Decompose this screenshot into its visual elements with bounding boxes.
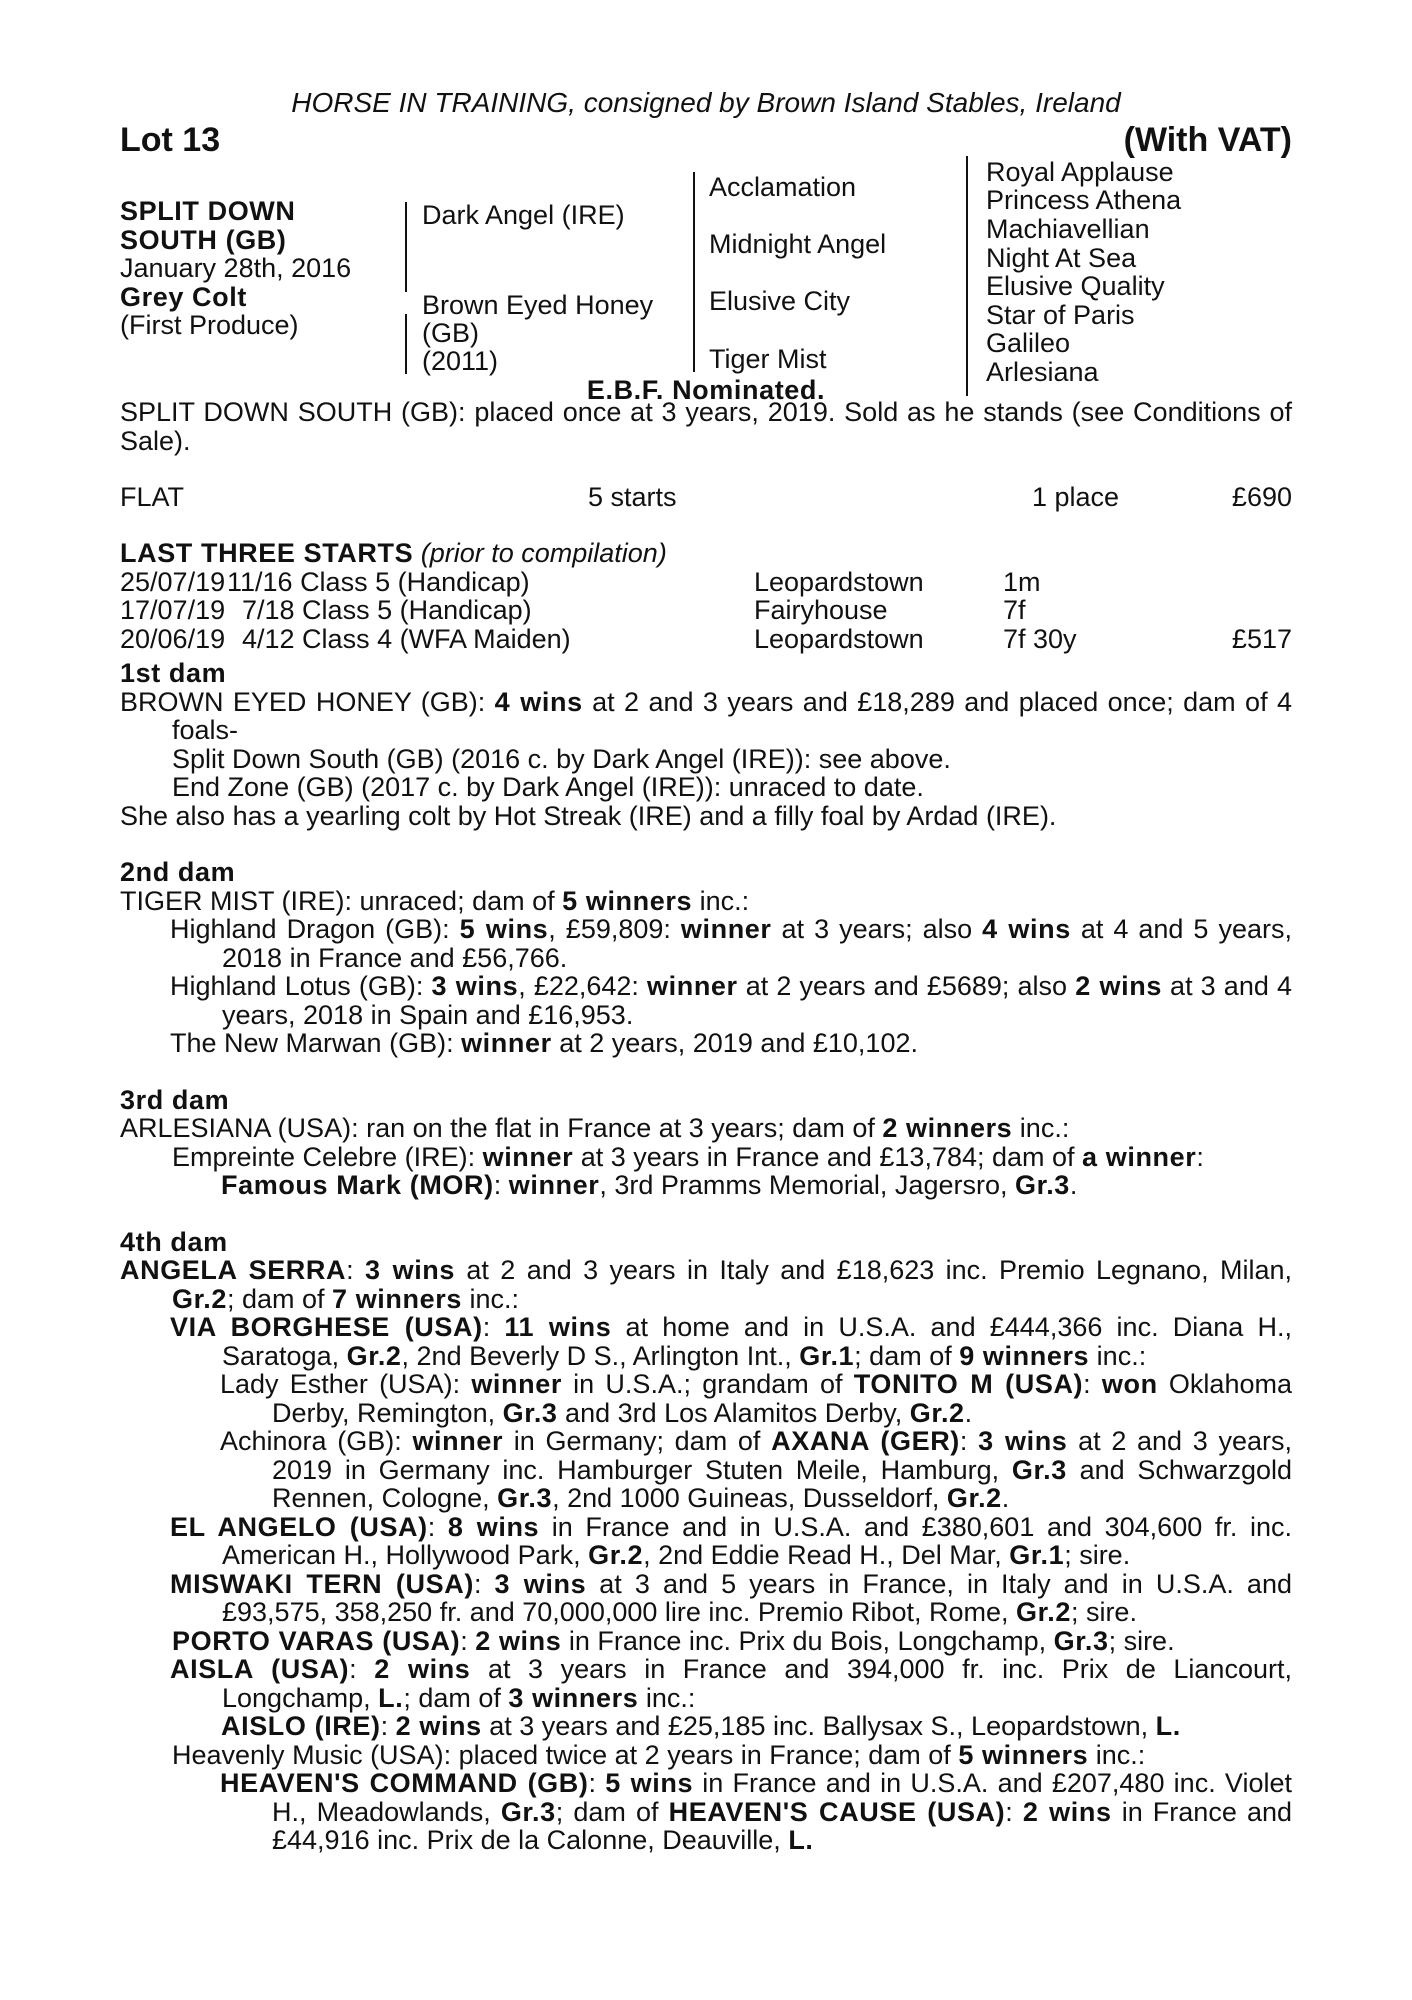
produce-entry: Highland Lotus (GB): 3 wins, £22,642: winner at 2 years and £5689; also 2 wins at 3 and 4 years, 2018 in Spain and £16,953. — [170, 971, 1292, 1030]
produce-entry: EL ANGELO (USA): 8 wins in France and in U.S.A. and £380,601 and 304,600 fr. inc. American H., Hollywood Park, Gr.2, 2nd Eddie Read H., Del Mar, Gr.1; sire. — [170, 1511, 1293, 1570]
produce-entry: MISWAKI TERN (USA): 3 wins at 3 and 5 years in France, in Italy and in U.S.A. and £93,575, 358,250 fr. and 70,000,000 lire inc. Premio Ribot, Rome, Gr.2; sire. — [170, 1568, 1292, 1627]
last-starts-subtitle: (prior to compilation) — [420, 538, 667, 568]
great-grandparent: Star of Paris — [986, 300, 1135, 330]
table-row — [120, 625, 1292, 654]
lot-number: Lot 13 — [120, 121, 221, 159]
dam1-section — [120, 659, 1292, 830]
section-heading: 3rd dam — [120, 1084, 230, 1115]
start-result: 11/16 Class 5 (Handicap) — [227, 566, 530, 597]
horse-name: SPLIT DOWN — [120, 196, 296, 226]
grandparent: Elusive City — [709, 286, 851, 316]
produce-entry: End Zone (GB) (2017 c. by Dark Angel (IRE)): unraced to date. — [172, 772, 924, 802]
section-heading: 4th dam — [120, 1226, 228, 1257]
dam4-section — [120, 1228, 1292, 1855]
table-row — [120, 568, 1292, 597]
lot-row — [120, 120, 1292, 160]
race-summary: SPLIT DOWN SOUTH (GB): placed once at 3 years, 2019. Sold as he stands (see Conditions of Sale). — [120, 397, 1292, 456]
start-date: 17/07/19 — [120, 595, 226, 625]
start-result: 4/12 Class 4 (WFA Maiden) — [242, 623, 571, 654]
horse-details — [120, 197, 390, 340]
grandparent: Acclamation — [709, 172, 857, 202]
start-prize: £517 — [1231, 623, 1292, 654]
vat-status: (With VAT) — [1123, 121, 1292, 159]
produce-note: She also has a yearling colt by Hot Streak (IRE) and a filly foal by Ardad (IRE). — [120, 800, 1057, 831]
produce-entry: Famous Mark (MOR): winner, 3rd Pramms Memorial, Jagersro, Gr.3. — [221, 1170, 1078, 1200]
consignment-title: HORSE IN TRAINING, consigned by Brown Island Stables, Ireland — [291, 87, 1121, 118]
dam-country: (GB) — [422, 318, 479, 348]
grandparent: Midnight Angel — [709, 229, 887, 259]
catalogue-page — [120, 86, 1292, 1855]
pedigree-table — [120, 157, 1292, 405]
divider-line — [966, 156, 968, 396]
start-course: Leopardstown — [754, 623, 924, 654]
start-result: 7/18 Class 5 (Handicap) — [242, 595, 532, 625]
table-row — [120, 596, 1292, 625]
produce-entry: Highland Dragon (GB): 5 wins, £59,809: winner at 3 years; also 4 wins at 4 and 5 years, 2018 in France and £56,766. — [170, 914, 1292, 973]
dam-entry: BROWN EYED HONEY (GB): 4 wins at 2 and 3 years and £18,289 and placed once; dam of 4 foals- — [120, 686, 1292, 745]
start-distance: 7f 30y — [1003, 623, 1077, 654]
dam3-section — [120, 1086, 1292, 1200]
horse-name-2: SOUTH (GB) — [120, 224, 287, 255]
divider-line — [405, 314, 407, 374]
produce-entry: HEAVEN'S COMMAND (GB): 5 wins in France and in U.S.A. and £207,480 inc. Violet H., Meadowlands, Gr.3; dam of HEAVEN'S CAUSE (USA): 2 wins in France and £44,916 inc. Prix de la Calonne, Deauville, L. — [220, 1768, 1292, 1855]
sire: Dark Angel (IRE) — [422, 200, 625, 230]
start-date: 25/07/19 — [120, 566, 226, 597]
dam2-section — [120, 858, 1292, 1058]
flat-label: FLAT — [120, 482, 185, 512]
ebf-nomination: E.B.F. Nominated. — [586, 375, 826, 405]
dam-year: (2011) — [422, 346, 499, 376]
great-grandparent: Arlesiana — [986, 357, 1099, 387]
flat-earnings: £690 — [1231, 482, 1292, 512]
produce-entry: Split Down South (GB) (2016 c. by Dark Angel (IRE)): see above. — [172, 743, 951, 774]
great-grandparent: Royal Applause — [986, 157, 1174, 187]
start-date: 20/06/19 — [120, 623, 226, 654]
produce-entry: AISLA (USA): 2 wins at 3 years in France and 394,000 fr. inc. Prix de Liancourt, Longchamp, L.; dam of 3 winners inc.: — [170, 1654, 1292, 1713]
produce-entry: Empreinte Celebre (IRE): winner at 3 years in France and £13,784; dam of a winner: — [172, 1141, 1204, 1172]
section-heading: 2nd dam — [120, 857, 236, 887]
flat-record — [120, 483, 1292, 512]
great-grandparent: Machiavellian — [986, 214, 1150, 244]
dam-entry: TIGER MIST (IRE): unraced; dam of 5 winners inc.: — [120, 885, 750, 916]
start-course: Leopardstown — [754, 566, 924, 597]
great-grandparent: Night At Sea — [986, 243, 1137, 273]
horse-note: (First Produce) — [120, 310, 299, 340]
section-heading: 1st dam — [120, 658, 227, 688]
produce-entry: Heavenly Music (USA): placed twice at 2 years in France; dam of 5 winners inc.: — [172, 1739, 1146, 1770]
horse-sex: Grey Colt — [120, 281, 247, 312]
last-starts-table — [120, 568, 1292, 654]
produce-entry: Lady Esther (USA): winner in U.S.A.; grandam of TONITO M (USA): won Oklahoma Derby, Remington, Gr.3 and 3rd Los Alamitos Derby, Gr.2. — [220, 1369, 1292, 1428]
dam-entry: ANGELA SERRA: 3 wins at 2 and 3 years in Italy and £18,623 inc. Premio Legnano, Milan, Gr.2; dam of 7 winners inc.: — [120, 1255, 1292, 1314]
produce-entry: The New Marwan (GB): winner at 2 years, 2019 and £10,102. — [170, 1028, 918, 1058]
start-course: Fairyhouse — [754, 595, 888, 625]
flat-starts: 5 starts — [588, 482, 677, 512]
great-grandparent: Galileo — [986, 328, 1071, 358]
divider-line — [693, 172, 695, 372]
last-starts-title: LAST THREE STARTS — [120, 538, 414, 568]
great-grandparent: Elusive Quality — [986, 271, 1165, 301]
start-distance: 1m — [1003, 566, 1041, 597]
start-distance: 7f — [1003, 595, 1026, 625]
divider-line — [405, 202, 407, 292]
produce-entry: PORTO VARAS (USA): 2 wins in France inc. Prix du Bois, Longchamp, Gr.3; sire. — [172, 1625, 1175, 1656]
produce-entry: VIA BORGHESE (USA): 11 wins at home and in U.S.A. and £444,366 inc. Diana H., Saratoga, Gr.2, 2nd Beverly D S., Arlington Int., Gr.1; dam of 9 winners inc.: — [170, 1312, 1292, 1371]
produce-entry: Achinora (GB): winner in Germany; dam of AXANA (GER): 3 wins at 2 and 3 years, 2019 in Germany inc. Hamburger Stuten Meile, Hamburg, Gr.3 and Schwarzgold Rennen, Cologne, Gr.3, 2nd 1000 Guineas, Dusseldorf, Gr.2. — [220, 1426, 1292, 1513]
great-grandparent: Princess Athena — [986, 185, 1182, 215]
dam-entry: ARLESIANA (USA): ran on the flat in France at 3 years; dam of 2 winners inc.: — [120, 1113, 1070, 1143]
grandparent: Tiger Mist — [709, 344, 827, 374]
flat-places: 1 place — [1032, 482, 1120, 512]
horse-dob: January 28th, 2016 — [120, 253, 352, 283]
last-starts-heading — [120, 539, 1292, 568]
dam: Brown Eyed Honey — [422, 290, 654, 320]
produce-entry: AISLO (IRE): 2 wins at 3 years and £25,185 inc. Ballysax S., Leopardstown, L. — [221, 1711, 1181, 1741]
